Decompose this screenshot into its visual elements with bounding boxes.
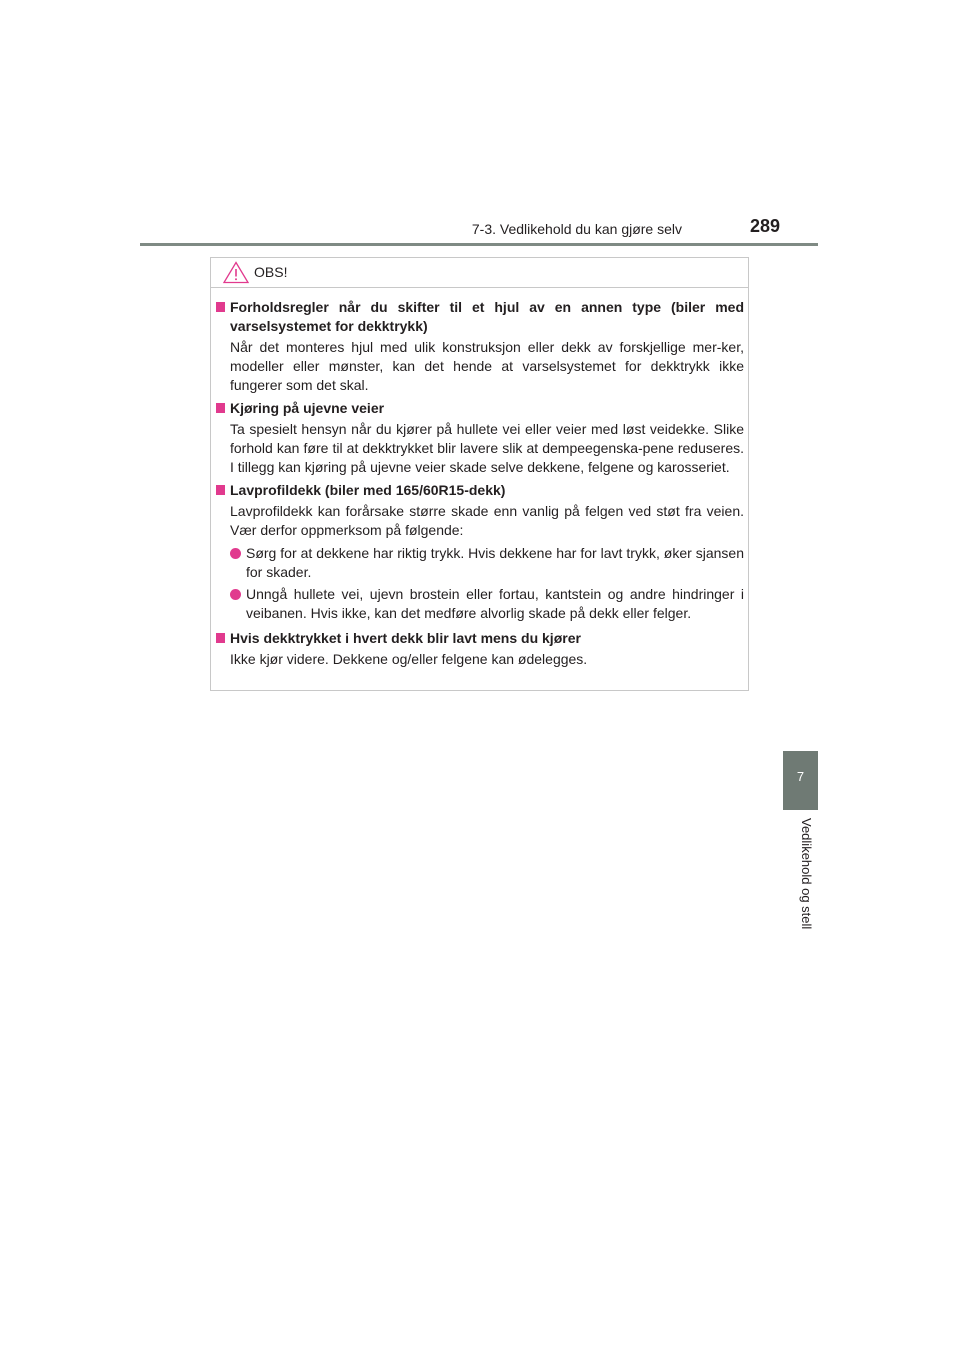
caution-box [210,257,749,691]
caution-header [211,258,748,288]
page-number: 289 [749,216,780,236]
header-rule [140,243,818,246]
item-body: Når det monteres hjul med ulik konstruksjon eller dekk av forskjellige mer-ker, modeller eller mønster, kan det hende at varselsystemet for dekktrykk ikke fungerer som det skal. [230,339,744,393]
item-heading: Hvis dekktrykket i hvert dekk blir lavt mens du kjører [216,629,744,648]
item-body: Lavprofildekk kan forårsake større skade enn vanlig på felgen ved støt fra veien. Vær derfor oppmerksom på følgende: [230,503,744,538]
chapter-number: 7 [796,769,805,784]
list-item: Unngå hullete vei, ujevn brostein eller fortau, kantstein og andre hindringer i veibanen. Hvis ikke, kan det medføre alvorlig skade på dekk eller felger. [216,585,744,623]
round-bullet-icon [230,589,241,600]
item-heading: Kjøring på ujevne veier [216,399,744,418]
chapter-label: Vedlikehold og stell [799,818,814,930]
square-bullet-icon [216,633,225,643]
square-bullet-icon [216,485,225,495]
item-heading: Forholdsregler når du skifter til et hjul av en annen type (biler med varselsystemet for dekktrykk) [216,298,744,336]
square-bullet-icon [216,302,225,312]
item-heading: Lavprofildekk (biler med 165/60R15-dekk) [216,481,744,500]
caution-content [216,298,744,673]
round-bullet-icon [230,548,241,559]
caution-title: OBS! [254,264,288,280]
list-item: Sørg for at dekkene har riktig trykk. Hvis dekkene har for lavt trykk, øker sjansen for skader. [216,544,744,582]
section-title: 7-3. Vedlikehold du kan gjøre selv [471,221,682,237]
square-bullet-icon [216,403,225,413]
item-body: Ikke kjør videre. Dekkene og/eller felgene kan ødelegges. [230,651,588,667]
item-body: Ta spesielt hensyn når du kjører på hullete vei eller veier med løst veidekke. Slike forhold kan føre til at dekktrykket blir lavere slik at dempeegenska-pene reduseres. I tillegg kan kjøring på ujevne veier skade selve dekkene, felgene og karosseriet. [230,421,744,475]
warning-triangle-icon [223,261,249,284]
chapter-tab [783,751,818,810]
